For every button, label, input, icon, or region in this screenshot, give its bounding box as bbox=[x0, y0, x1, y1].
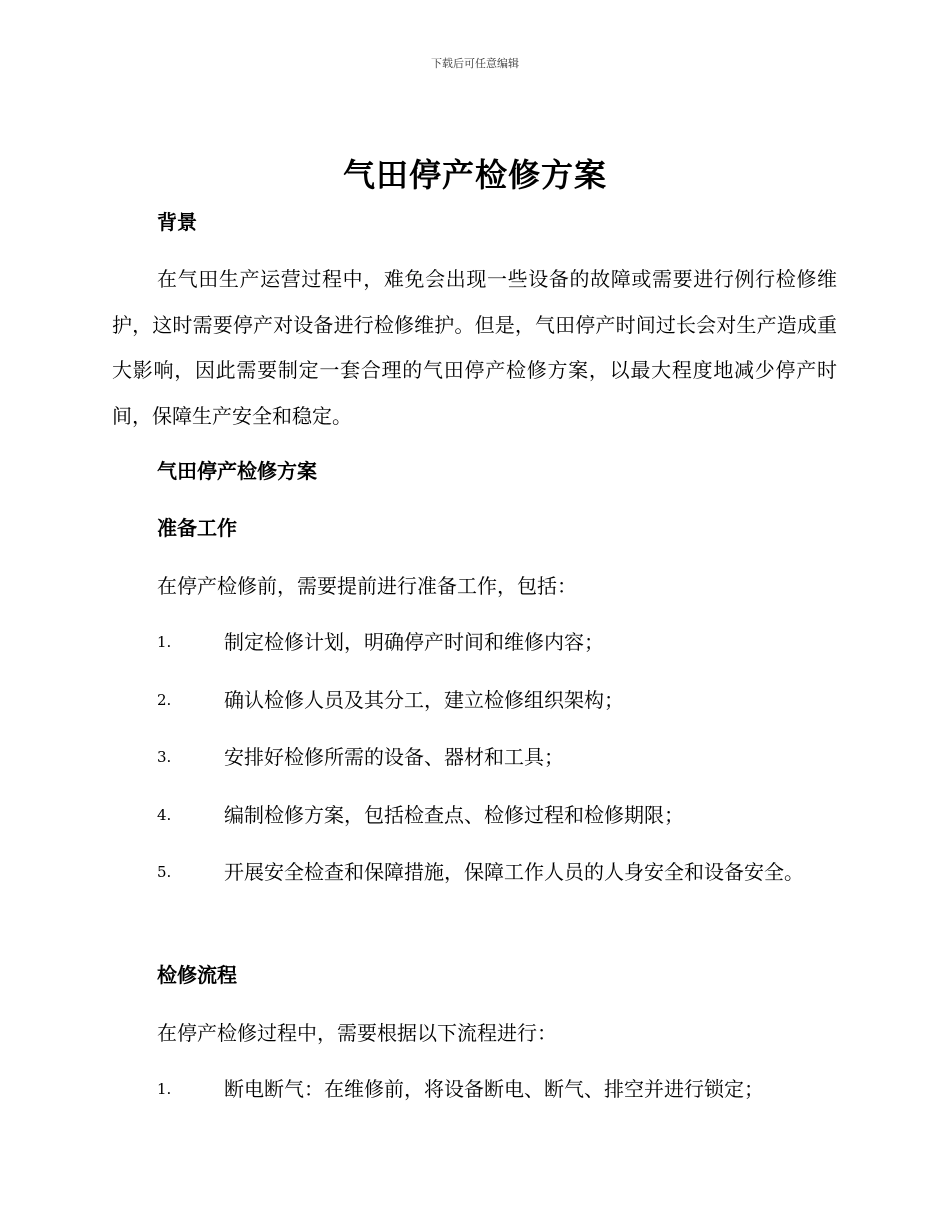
page-header: 下载后可任意编辑 bbox=[431, 57, 519, 70]
background-paragraph: 在气田生产运营过程中，难免会出现一些设备的故障或需要进行例行检修维护，这时需要停产对设备进行检修维护。但是，气田停产时间过长会对生产造成重大影响，因此需要制定一套合理的气田停产检修方案，以最大程度地减少停产时间，保障生产安全和稳定。 bbox=[112, 267, 837, 428]
heading-preparation: 准备工作 bbox=[157, 516, 237, 540]
list-item bbox=[112, 735, 837, 780]
process-intro: 在停产检修过程中，需要根据以下流程进行： bbox=[157, 1021, 557, 1045]
list-number: 5. bbox=[157, 863, 172, 881]
heading-background: 背景 bbox=[157, 210, 197, 234]
list-number: 3. bbox=[157, 748, 172, 766]
heading-process: 检修流程 bbox=[157, 963, 237, 987]
list-item bbox=[112, 1067, 837, 1112]
list-item bbox=[112, 850, 837, 895]
list-number: 4. bbox=[157, 806, 172, 824]
list-item bbox=[112, 678, 837, 723]
list-text: 开展安全检查和保障措施，保障工作人员的人身安全和设备安全。 bbox=[224, 860, 804, 884]
list-item bbox=[112, 793, 837, 838]
list-number: 1. bbox=[157, 633, 172, 651]
list-item bbox=[112, 620, 837, 665]
list-text: 确认检修人员及其分工，建立检修组织架构； bbox=[224, 688, 624, 712]
heading-plan: 气田停产检修方案 bbox=[157, 459, 317, 483]
preparation-intro: 在停产检修前，需要提前进行准备工作，包括： bbox=[157, 574, 577, 598]
list-text: 编制检修方案，包括检查点、检修过程和检修期限； bbox=[224, 803, 684, 827]
list-text: 安排好检修所需的设备、器材和工具； bbox=[224, 745, 564, 769]
document-title: 气田停产检修方案 bbox=[342, 156, 607, 194]
list-number: 2. bbox=[157, 691, 172, 709]
list-number: 1. bbox=[157, 1080, 172, 1098]
list-text: 断电断气：在维修前，将设备断电、断气、排空并进行锁定； bbox=[224, 1077, 764, 1101]
list-text: 制定检修计划，明确停产时间和维修内容； bbox=[224, 630, 604, 654]
